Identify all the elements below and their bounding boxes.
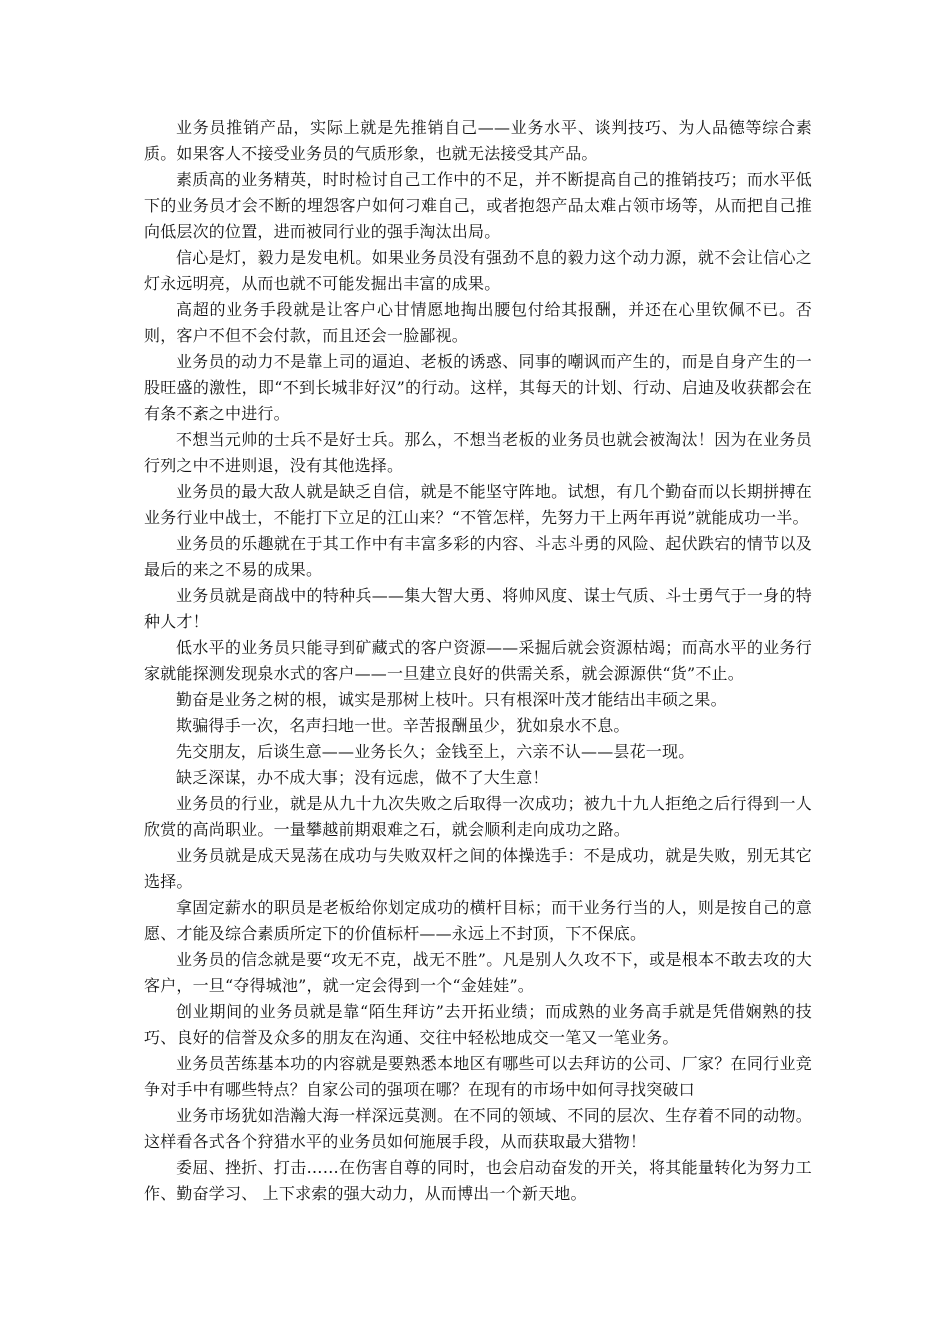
paragraph: 业务市场犹如浩瀚大海一样深远莫测。在不同的领域、不同的层次、生存着不同的动物。这样看各式各个狩猎水平的业务员如何施展手段，从而获取最大猎物！ <box>144 1106 812 1151</box>
paragraph: 业务员就是成天晃荡在成功与失败双杆之间的体操选手：不是成功，就是失败，别无其它选择。 <box>144 846 812 891</box>
paragraph: 缺乏深谋，办不成大事；没有远虑，做不了大生意！ <box>176 768 549 787</box>
paragraph: 创业期间的业务员就是靠“陌生拜访”去开拓业绩；而成熟的业务高手就是凭借娴熟的技巧、良好的信誉及众多的朋友在沟通、交往中轻松地成交一笔又一笔业务。 <box>144 1002 812 1047</box>
paragraph: 业务员苦练基本功的内容就是要熟悉本地区有哪些可以去拜访的公司、厂家？在同行业竞争对手中有哪些特点？自家公司的强项在哪？在现有的市场中如何寻找突破口 <box>144 1054 812 1099</box>
paragraph: 素质高的业务精英，时时检讨自己工作中的不足，并不断提高自己的推销技巧；而水平低下的业务员才会不断的埋怨客户如何刁难自己，或者抱怨产品太难占领市场等，从而把自己推向低层次的位置，进而被同行业的强手淘汰出局。 <box>144 170 812 241</box>
paragraph: 业务员的最大敌人就是缺乏自信，就是不能坚守阵地。试想，有几个勤奋而以长期拼搏在业务行业中战士，不能打下立足的江山来？“不管怎样，先努力干上两年再说”就能成功一半。 <box>144 482 812 527</box>
paragraph: 业务员就是商战中的特种兵——集大智大勇、将帅风度、谋士气质、斗士勇气于一身的特种人才！ <box>144 586 812 631</box>
paragraph: 不想当元帅的士兵不是好士兵。那么，不想当老板的业务员也就会被淘汰！因为在业务员行列之中不进则退，没有其他选择。 <box>144 430 812 475</box>
paragraph: 业务员的信念就是要“攻无不克，战无不胜”。凡是别人久攻不下，或是根本不敢去攻的大客户，一旦“夺得城池”，就一定会得到一个“金娃娃”。 <box>144 950 812 995</box>
paragraph: 欺骗得手一次，名声扫地一世。辛苦报酬虽少，犹如泉水不息。 <box>176 716 630 735</box>
paragraph: 业务员的行业，就是从九十九次失败之后取得一次成功；被九十九人拒绝之后行得到一人欣赏的高尚职业。一量攀越前期艰难之石，就会顺利走向成功之路。 <box>144 794 812 839</box>
paragraph: 高超的业务手段就是让客户心甘情愿地掏出腰包付给其报酬，并还在心里钦佩不已。否则，客户不但不会付款，而且还会一脸鄙视。 <box>144 300 812 345</box>
document-body <box>144 115 812 1207</box>
paragraph: 业务员的乐趣就在于其工作中有丰富多彩的内容、斗志斗勇的风险、起伏跌宕的情节以及最后的来之不易的成果。 <box>144 534 812 579</box>
paragraph: 先交朋友，后谈生意——业务长久；金钱至上，六亲不认——昙花一现。 <box>176 742 695 761</box>
paragraph: 拿固定薪水的职员是老板给你划定成功的横杆目标；而干业务行当的人，则是按自己的意愿、才能及综合素质所定下的价值标杆——永远上不封顶，下不保底。 <box>144 898 812 943</box>
paragraph: 业务员推销产品，实际上就是先推销自己——业务水平、谈判技巧、为人品德等综合素质。如果客人不接受业务员的气质形象，也就无法接受其产品。 <box>144 118 812 163</box>
paragraph: 业务员的动力不是靠上司的逼迫、老板的诱惑、同事的嘲讽而产生的，而是自身产生的一股旺盛的激性，即“不到长城非好汉”的行动。这样，其每天的计划、行动、启迪及收获都会在有条不紊之中进行。 <box>144 352 812 423</box>
paragraph: 委屈、挫折、打击……在伤害自尊的同时，也会启动奋发的开关，将其能量转化为努力工作、勤奋学习、 上下求索的强大动力，从而博出一个新天地。 <box>144 1158 812 1203</box>
paragraph: 信心是灯，毅力是发电机。如果业务员没有强劲不息的毅力这个动力源，就不会让信心之灯永远明亮，从而也就不可能发掘出丰富的成果。 <box>144 248 812 293</box>
paragraph: 低水平的业务员只能寻到矿藏式的客户资源——采掘后就会资源枯竭；而高水平的业务行家就能探测发现泉水式的客户——一旦建立良好的供需关系，就会源源供“货”不止。 <box>144 638 812 683</box>
paragraph: 勤奋是业务之树的根，诚实是那树上枝叶。只有根深叶茂才能结出丰硕之果。 <box>176 690 727 709</box>
